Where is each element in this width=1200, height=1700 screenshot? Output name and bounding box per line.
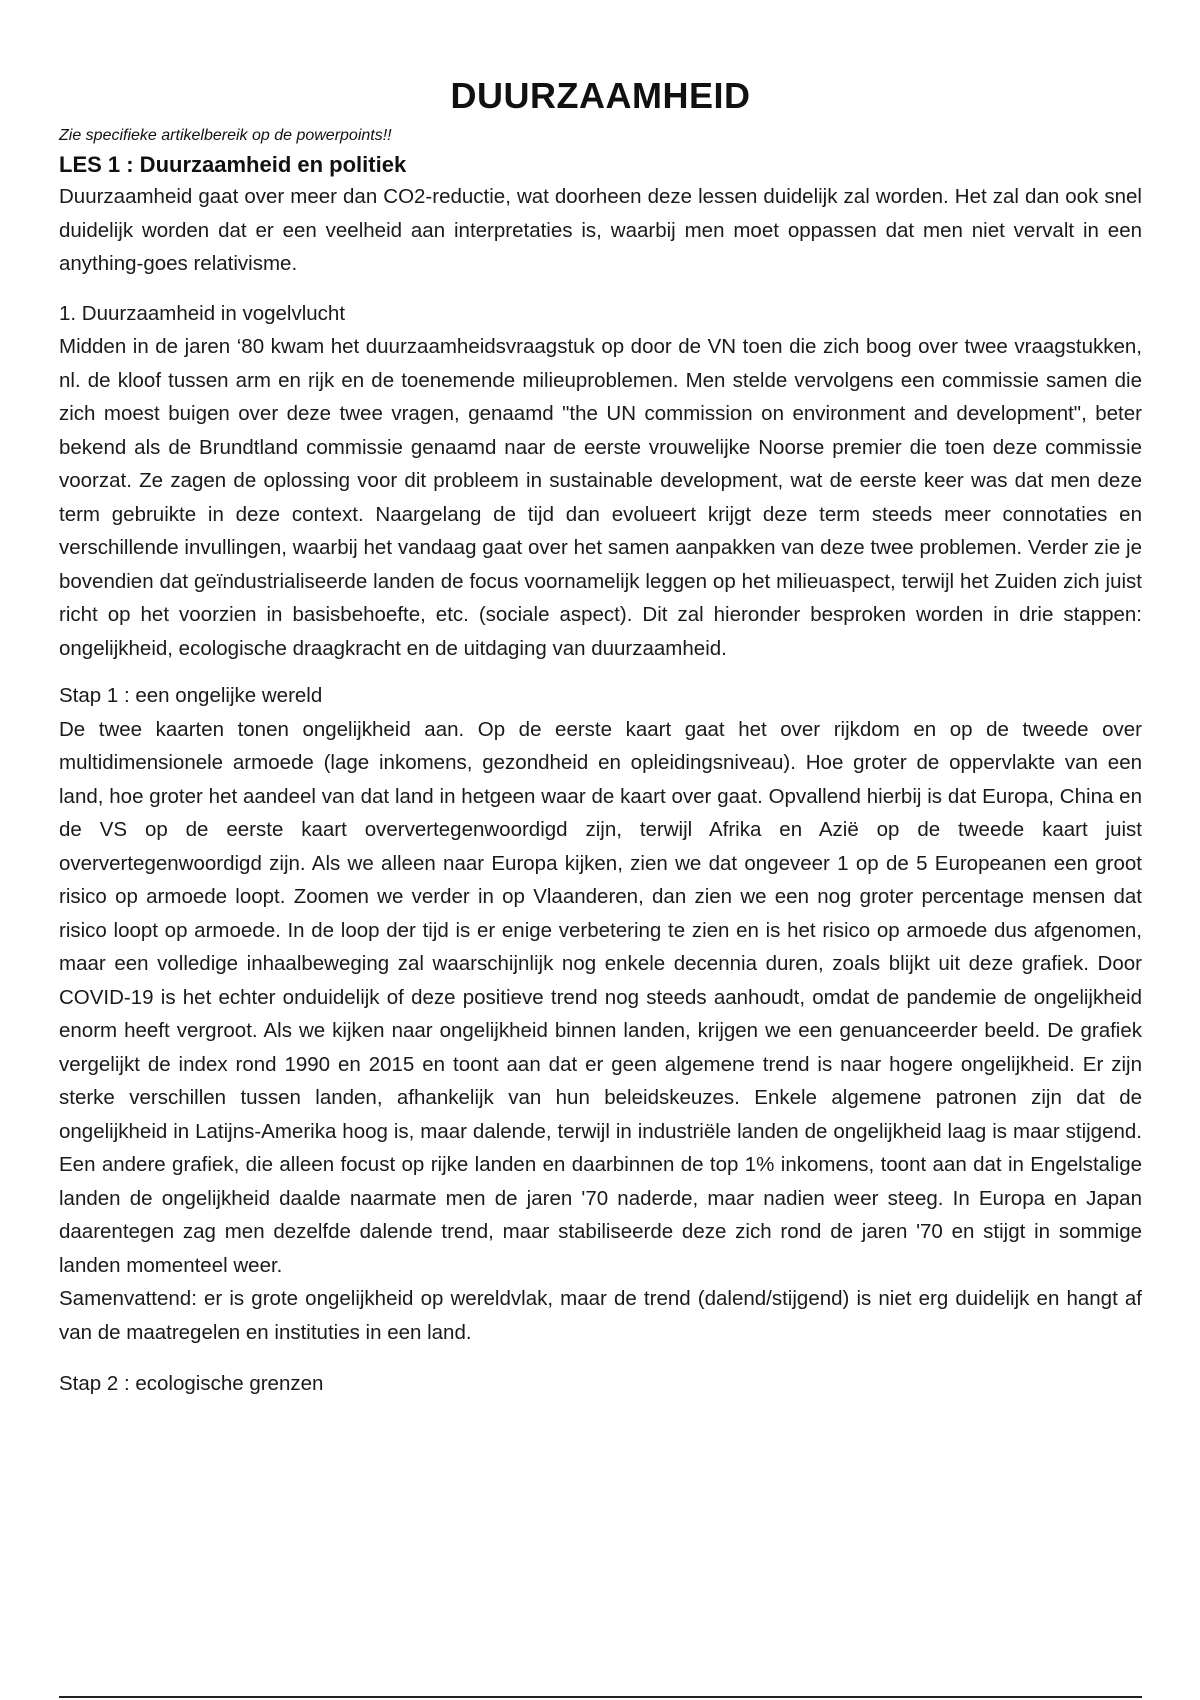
section-heading-stap-1: Stap 1 : een ongelijke wereld: [59, 684, 323, 707]
intro-paragraph: Duurzaamheid gaat over meer dan CO2-reductie, wat doorheen deze lessen duidelijk zal worden. Het zal dan ook snel duidelijk worden dat er een veelheid aan interpretaties is, waarbij men moet oppassen dat men niet vervalt in een anything-goes relativisme.: [59, 185, 1142, 275]
summary-paragraph: Samenvattend: er is grote ongelijkheid op wereldvlak, maar de trend (dalend/stijgend) is niet erg duidelijk en hangt af van de maatregelen en instituties in een land.: [59, 1287, 1142, 1344]
document-title: DUURZAAMHEID: [450, 75, 751, 116]
powerpoint-note: Zie specifieke artikelbereik op de powerpoints!!: [59, 127, 392, 144]
page-footer-rule: [59, 1696, 1142, 1698]
stap-1-paragraph: De twee kaarten tonen ongelijkheid aan. Op de eerste kaart gaat het over rijkdom en op de tweede over multidimensionele armoede (lage inkomens, gezondheid en opleidingsniveau). Hoe groter de oppervlakte van een land, hoe groter het aandeel van dat land in hetgeen waar de kaart over gaat. Opvallend hierbij is dat Europa, China en de VS op de eerste kaart oververtegenwoordigd zijn, terwijl Afrika en Azië op de tweede kaart juist oververtegenwoordigd zijn. Als we alleen naar Europa kijken, zien we dat ongeveer 1 op de 5 Europeanen een groot risico op armoede loopt. Zoomen we verder in op Vlaanderen, dan zien we een nog groter percentage mensen dat risico loopt op armoede. In de loop der tijd is er enige verbetering te zien en is het risico op armoede dus afgenomen, maar een volledige inhaalbeweging zal waarschijnlijk nog enkele decennia duren, zoals blijkt uit deze grafiek. Door COVID-19 is het echter onduidelijk of deze positieve trend nog steeds aanhoudt, omdat de pandemie de ongelijkheid enorm heeft vergroot. Als we kijken naar ongelijkheid binnen landen, krijgen we een genuanceerder beeld. De grafiek vergelijkt de index rond 1990 en 2015 en toont aan dat er geen algemene trend is naar hogere ongelijkheid. Er zijn sterke verschillen tussen landen, afhankelijk van hun beleidskeuzes. Enkele algemene patronen zijn dat de ongelijkheid in Latijns-Amerika hoog is, maar dalende, terwijl in industriële landen de ongelijkheid laag is maar stijgend. Een andere grafiek, die alleen focust op rijke landen en daarbinnen de top 1% inkomens, toont aan dat in Engelstalige landen de ongelijkheid daalde naarmate men de jaren '70 naderde, maar nadien weer steeg. In Europa en Japan daarentegen zag men dezelfde dalende trend, maar stabiliseerde deze zich rond de jaren '70 en stijgt in sommige landen momenteel weer.: [59, 717, 1142, 1277]
lesson-heading: LES 1 : Duurzaamheid en politiek: [59, 152, 407, 177]
vogelvlucht-paragraph: Midden in de jaren ‘80 kwam het duurzaamheidsvraagstuk op door de VN toen die zich boog over twee vraagstukken, nl. de kloof tussen arm en rijk en de toenemende milieuproblemen. Men stelde vervolgens een commissie samen die zich moest buigen over deze twee vragen, genaamd "the UN commission on environment and development", beter bekend als de Brundtland commissie genaamd naar de eerste vrouwelijke Noorse premier die toen deze commissie voorzat. Ze zagen de oplossing voor dit probleem in sustainable development, wat de eerste keer was dat men deze term gebruikte in deze context. Naargelang de tijd dan evolueert krijgt deze term steeds meer connotaties en verschillende invullingen, waarbij het vandaag gaat over het samen aanpakken van deze twee problemen. Verder zie je bovendien dat geïndustrialiseerde landen de focus voornamelijk leggen op het milieuaspect, terwijl het Zuiden zich juist richt op het voorzien in basisbehoefte, etc. (sociale aspect). Dit zal hieronder besproken worden in drie stappen: ongelijkheid, ecologische draagkracht en de uitdaging van duurzaamheid.: [59, 335, 1142, 660]
section-heading-stap-2: Stap 2 : ecologische grenzen: [59, 1372, 324, 1395]
document-page: [59, 0, 1142, 1401]
section-heading-vogelvlucht: 1. Duurzaamheid in vogelvlucht: [59, 301, 346, 325]
